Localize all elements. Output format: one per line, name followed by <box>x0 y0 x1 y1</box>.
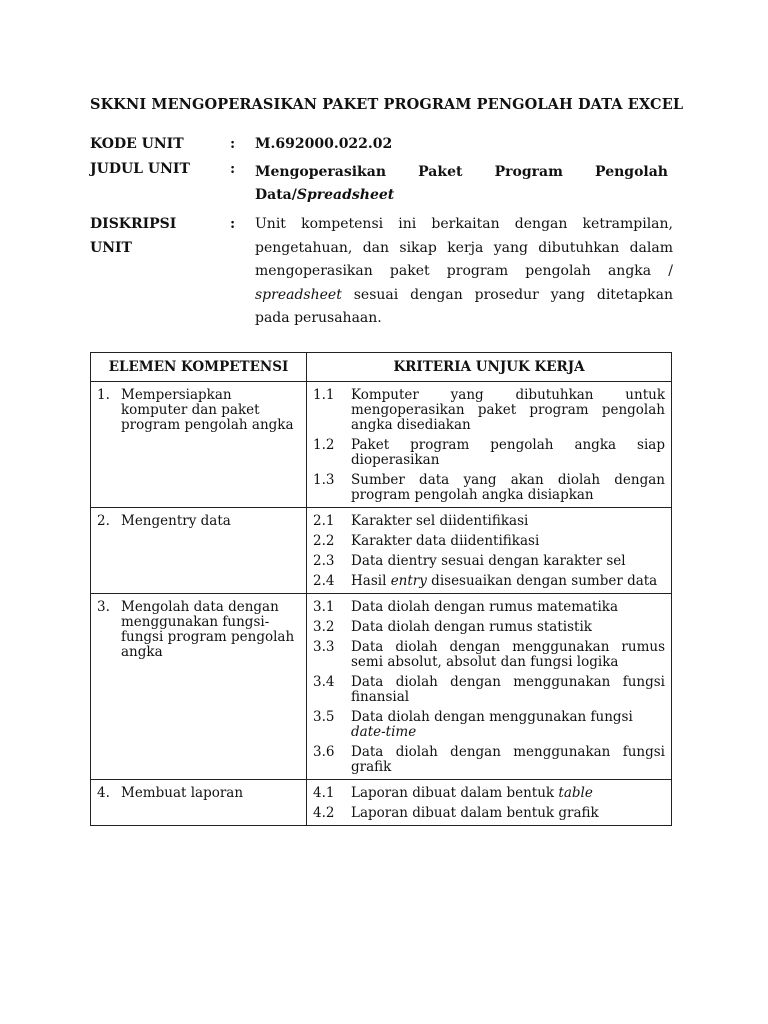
header-elemen: ELEMEN KOMPETENSI <box>91 353 307 382</box>
kriteria-text: Data diolah dengan menggunakan rumus semi absolut, absolut dan fungsi logika <box>351 639 665 670</box>
kriteria-num: 4.2 <box>313 805 335 821</box>
page-title: SKKNI MENGOPERASIKAN PAKET PROGRAM PENGOLAH DATA EXCEL <box>90 96 684 113</box>
elemen-cell <box>91 594 307 780</box>
kriteria-num: 3.2 <box>313 619 335 635</box>
kriteria-text: Paket program pengolah angka siap dioperasikan <box>351 437 665 468</box>
kriteria-italic: entry <box>390 573 427 589</box>
kriteria-num: 2.2 <box>313 533 335 549</box>
deskripsi-unit-label: DISKRIPSI UNIT <box>90 216 177 256</box>
kriteria-text: Data diolah dengan rumus matematika <box>351 599 619 615</box>
kriteria-rest: disesuaikan dengan sumber data <box>426 573 658 589</box>
elemen-cell <box>91 508 307 594</box>
kriteria-item <box>313 388 665 433</box>
kriteria-text: Sumber data yang akan diolah dengan program pengolah angka disiapkan <box>351 472 665 503</box>
kriteria-italic: table <box>558 785 593 801</box>
kriteria-item <box>313 620 665 635</box>
kriteria-item <box>313 514 665 529</box>
kriteria-item <box>313 574 665 589</box>
kriteria-cell <box>307 780 672 826</box>
kode-unit-value: M.692000.022.02 <box>255 136 393 152</box>
kriteria-num: 2.3 <box>313 553 335 569</box>
deskripsi-unit-colon: : <box>230 216 236 232</box>
judul-unit-line2-pre: Data/ <box>255 187 297 203</box>
kriteria-num: 3.4 <box>313 674 335 690</box>
elemen-text: Mengentry data <box>121 513 231 529</box>
table-row <box>91 382 672 508</box>
kriteria-pre: Hasil <box>351 573 391 589</box>
elemen-num: 3. <box>97 599 110 615</box>
deskripsi-line3: mengoperasikan paket program pengolah angka / <box>255 263 673 279</box>
judul-unit-line2 <box>255 184 668 207</box>
kriteria-text <box>351 786 665 801</box>
kriteria-rest: Laporan dibuat dalam bentuk <box>351 785 559 801</box>
kriteria-item <box>313 640 665 670</box>
elemen-text: Mengolah data dengan menggunakan fungsi-fungsi program pengolah angka <box>121 599 295 660</box>
kode-unit-colon: : <box>230 136 236 152</box>
kriteria-cell <box>307 508 672 594</box>
deskripsi-line4 <box>255 284 673 308</box>
kriteria-num: 3.6 <box>313 744 335 760</box>
kriteria-text: Laporan dibuat dalam bentuk grafik <box>351 805 599 821</box>
kriteria-num: 4.1 <box>313 785 335 801</box>
kriteria-item <box>313 745 665 775</box>
deskripsi-line2: pengetahuan, dan sikap kerja yang dibutuhkan dalam <box>255 239 673 256</box>
kriteria-item <box>313 806 665 821</box>
table-row <box>91 594 672 780</box>
kriteria-item <box>313 786 665 801</box>
kriteria-text: Karakter data diidentifikasi <box>351 533 540 549</box>
header-kriteria: KRITERIA UNJUK KERJA <box>307 353 672 382</box>
kriteria-item <box>313 438 665 468</box>
kriteria-text: Data dientry sesuai dengan karakter sel <box>351 553 626 569</box>
kriteria-text: Komputer yang dibutuhkan untuk mengoperasikan paket program pengolah angka disediakan <box>351 387 665 433</box>
kriteria-num: 3.5 <box>313 709 335 725</box>
kriteria-item <box>313 675 665 705</box>
kriteria-num: 1.3 <box>313 472 335 488</box>
deskripsi-line4-italic: spreadsheet <box>255 286 342 303</box>
kriteria-rest: Data diolah dengan menggunakan fungsi <box>351 709 633 725</box>
elemen-num: 4. <box>97 785 110 801</box>
kriteria-italic: date-time <box>351 724 417 740</box>
kriteria-num: 1.2 <box>313 437 335 453</box>
kriteria-text: Data diolah dengan menggunakan fungsi finansial <box>351 674 665 705</box>
table-header-row <box>91 353 672 382</box>
kriteria-text <box>351 574 665 589</box>
judul-unit-line1: Mengoperasikan Paket Program Pengolah <box>255 164 668 180</box>
elemen-cell <box>91 780 307 826</box>
elemen-num: 1. <box>97 387 110 403</box>
kriteria-item <box>313 534 665 549</box>
kriteria-item <box>313 600 665 615</box>
elemen-num: 2. <box>97 513 110 529</box>
kompetensi-table <box>90 352 672 826</box>
kriteria-text: Karakter sel diidentifikasi <box>351 513 529 529</box>
deskripsi-line1: Unit kompetensi ini berkaitan dengan ketrampilan, <box>255 216 673 232</box>
kriteria-num: 3.1 <box>313 599 335 615</box>
kriteria-num: 1.1 <box>313 387 335 403</box>
deskripsi-line5: pada perusahaan. <box>255 310 382 326</box>
kriteria-num: 2.1 <box>313 513 335 529</box>
elemen-text: Membuat laporan <box>121 785 244 801</box>
kriteria-text: Data diolah dengan menggunakan fungsi grafik <box>351 744 665 775</box>
kriteria-cell <box>307 382 672 508</box>
judul-unit-colon: : <box>230 161 236 177</box>
kriteria-text: Data diolah dengan rumus statistik <box>351 619 592 635</box>
kriteria-num: 3.3 <box>313 639 335 655</box>
judul-unit-line2-italic: Spreadsheet <box>296 187 395 203</box>
table-row <box>91 780 672 826</box>
kriteria-item <box>313 473 665 503</box>
table-row <box>91 508 672 594</box>
elemen-cell <box>91 382 307 508</box>
kriteria-item <box>313 554 665 569</box>
judul-unit-label: JUDUL UNIT <box>90 161 190 177</box>
kriteria-item <box>313 710 665 740</box>
deskripsi-line4-rest: sesuai dengan prosedur yang ditetapkan <box>341 286 673 303</box>
kriteria-text <box>351 710 665 740</box>
elemen-text: Mempersiapkan komputer dan paket program pengolah angka <box>121 387 294 433</box>
kriteria-num: 2.4 <box>313 573 335 589</box>
deskripsi-unit-text <box>255 213 673 331</box>
kriteria-cell <box>307 594 672 780</box>
kode-unit-label: KODE UNIT <box>90 136 184 152</box>
